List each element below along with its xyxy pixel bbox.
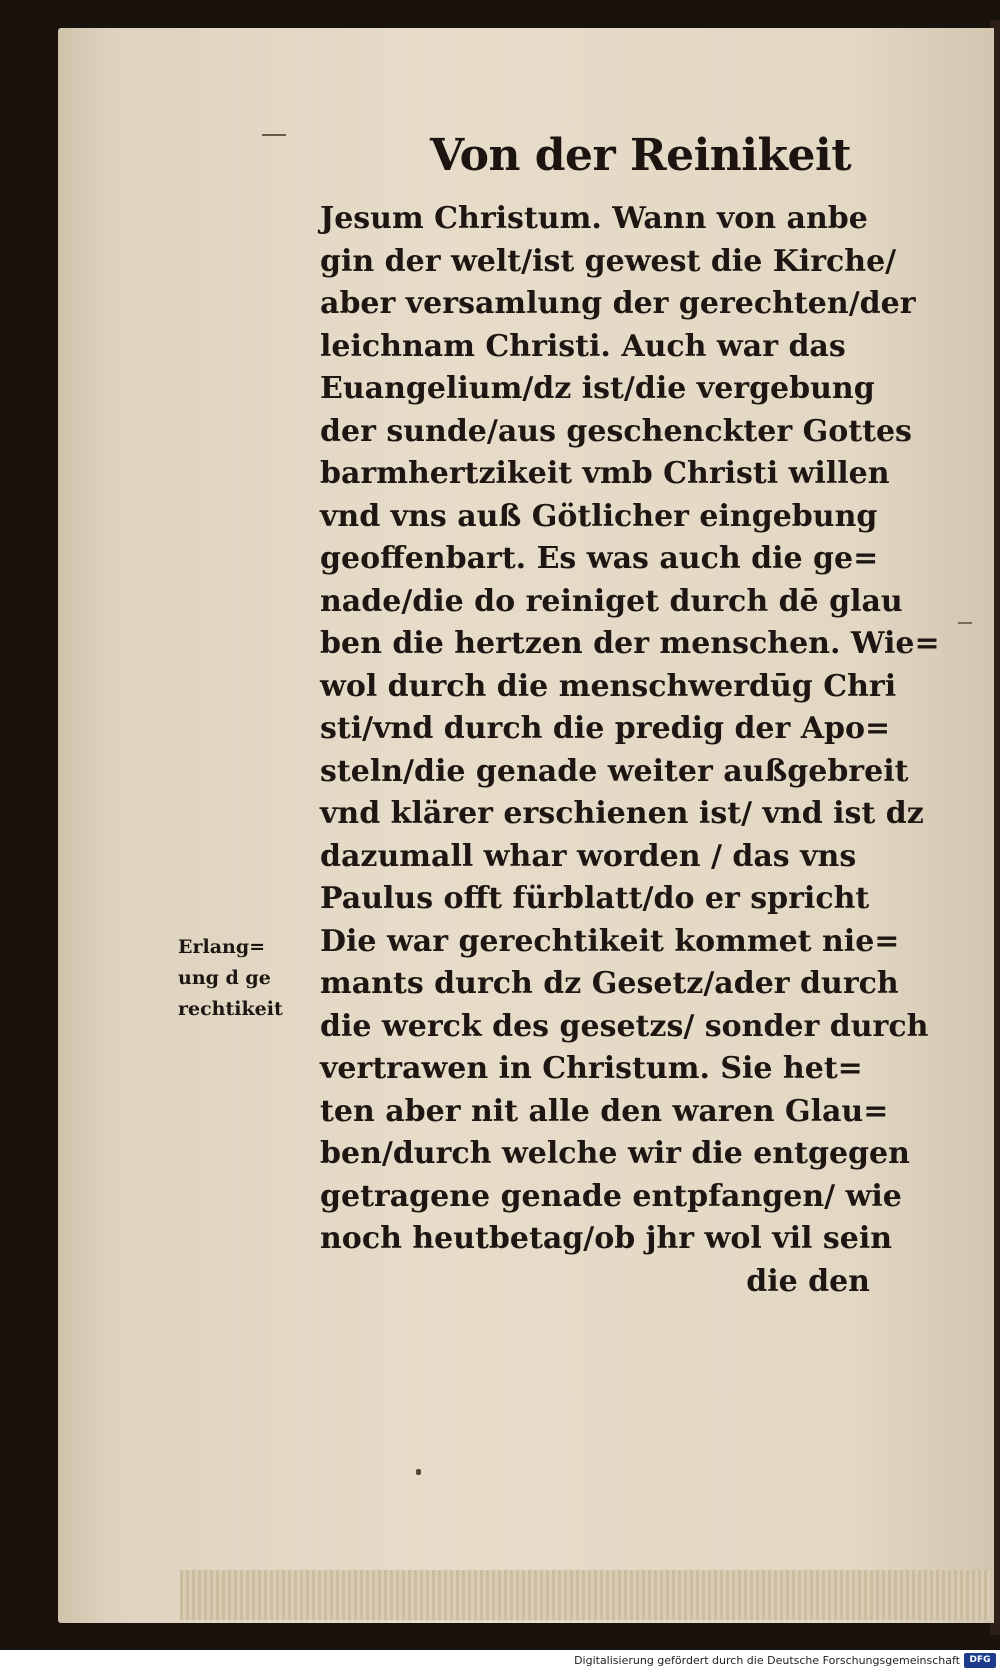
text-line: ben die hertzen der menschen. Wie= [320,626,940,661]
text-line: steln/die genade weiter außgebreit [320,753,909,789]
text-line: wol durch die menschwerdūg Chri [320,668,897,704]
text-line: Die war gerechtikeit kommet nie= [320,923,900,959]
text-line: geoffenbart. Es was auch die ge= [320,541,879,576]
text-line: dazumall whar worden / das vns [320,838,857,874]
text-line: Jesum Christum. Wann von anbe [320,201,868,236]
footer-bar [0,1650,1000,1673]
marginal-note [178,932,308,1025]
text-line: noch heutbetag/ob jhr wol vil sein [320,1221,893,1256]
text-line: vnd vns auß Götlicher eingebung [320,498,878,534]
ink-mark [262,134,286,136]
text-line: getragene genade entpfangen/ wie [320,1178,902,1214]
text-line: aber versamlung der gerechten/der [320,286,916,321]
funding-credit: Digitalisierung gefördert durch die Deutsche Forschungsgemeinschaft [574,1654,960,1667]
text-line: Euangelium/dz ist/die vergebung [320,371,875,406]
text-line: nade/die do reiniget durch dē glau [320,583,903,619]
text-line: der sunde/aus geschenckter Gottes [320,413,912,449]
page-heading: Von der Reinikeit [430,130,852,181]
text-line: vertrawen in Christum. Sie het= [320,1051,863,1086]
text-line: leichnam Christi. Auch war das [320,328,846,364]
page-bottom-edge [180,1570,990,1620]
catchword: die den [746,1263,870,1299]
ink-mark [416,1469,421,1475]
ink-mark [958,622,972,624]
text-line: ben/durch welche wir die entgegen [320,1136,910,1171]
text-line: ten aber nit alle den waren Glau= [320,1093,889,1129]
text-line: mants durch dz Gesetz/ader durch [320,966,899,1001]
text-line: vnd klärer erschienen ist/ vnd ist dz [320,796,924,831]
marginal-line: ung d ge [178,967,271,989]
text-line: gin der welt/ist gewest die Kirche/ [320,243,897,279]
text-line: barmhertzikeit vmb Christi willen [320,456,890,491]
marginal-line: rechtikeit [178,998,283,1020]
dfg-logo: DFG [964,1653,996,1668]
text-line: Paulus offt fürblatt/do er spricht [320,881,870,916]
text-line: die werck des gesetzs/ sonder durch [320,1008,929,1044]
text-line: sti/vnd durch die predig der Apo= [320,711,891,746]
body-text [320,198,940,1303]
marginal-line: Erlang= [178,936,266,958]
